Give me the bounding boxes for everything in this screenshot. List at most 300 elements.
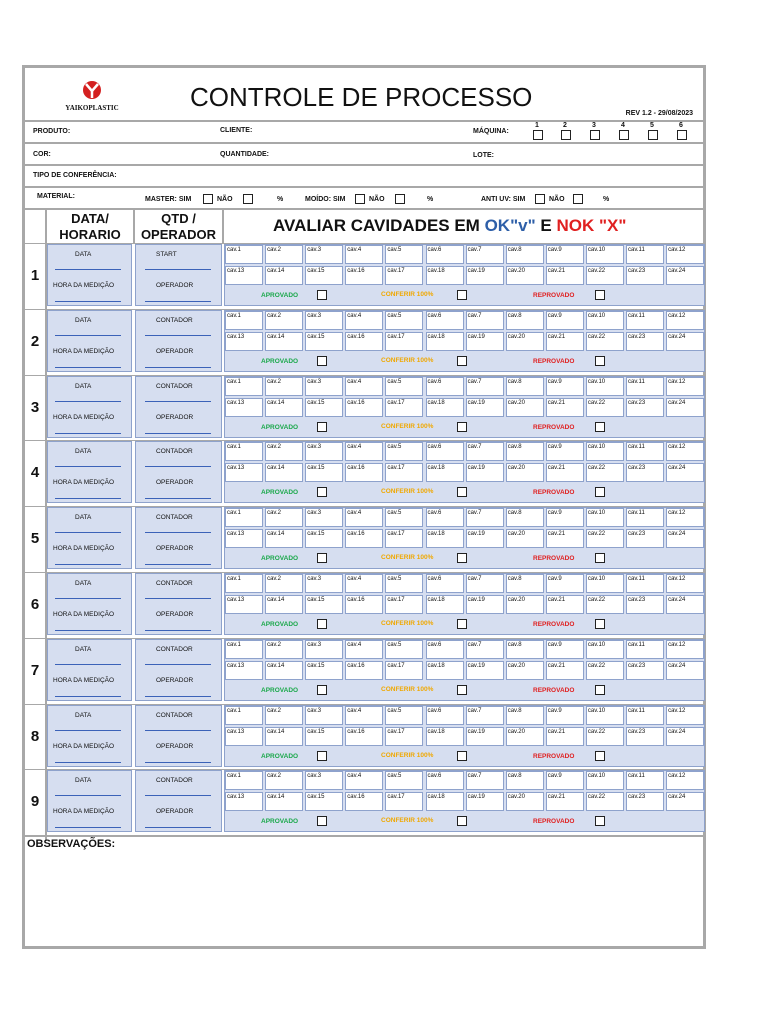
cavity-cell[interactable]: cav.3 bbox=[305, 311, 343, 330]
cavity-cell[interactable]: cav.19 bbox=[466, 332, 504, 351]
cavity-cell[interactable]: cav.8 bbox=[506, 442, 544, 461]
qtd-input-line[interactable] bbox=[145, 664, 211, 665]
hora-input-line[interactable] bbox=[55, 498, 121, 499]
cavity-cell[interactable]: cav.7 bbox=[466, 706, 504, 725]
reprovado-checkbox[interactable] bbox=[595, 685, 605, 695]
cavity-cell[interactable]: cav.20 bbox=[506, 529, 544, 548]
cavity-cell[interactable]: cav.13 bbox=[225, 398, 263, 417]
aprovado-checkbox[interactable] bbox=[317, 619, 327, 629]
antiuv-nao-checkbox[interactable] bbox=[573, 194, 583, 204]
cavity-cell[interactable]: cav.14 bbox=[265, 727, 303, 746]
cavity-cell[interactable]: cav.7 bbox=[466, 640, 504, 659]
cavity-cell[interactable]: cav.16 bbox=[345, 727, 383, 746]
cavity-cell[interactable]: cav.17 bbox=[385, 661, 423, 680]
cavity-cell[interactable]: cav.23 bbox=[626, 661, 664, 680]
cavity-cell[interactable]: cav.8 bbox=[506, 311, 544, 330]
cavity-cell[interactable]: cav.14 bbox=[265, 266, 303, 285]
cavity-cell[interactable]: cav.15 bbox=[305, 332, 343, 351]
operador-input-line[interactable] bbox=[145, 762, 211, 763]
machine-1-checkbox[interactable] bbox=[533, 130, 543, 140]
conferir-checkbox[interactable] bbox=[457, 685, 467, 695]
operador-label: OPERADOR bbox=[156, 677, 194, 684]
cavity-cell[interactable]: cav.12 bbox=[666, 245, 704, 264]
operador-input-line[interactable] bbox=[145, 367, 211, 368]
cavity-cell[interactable]: cav.22 bbox=[586, 463, 624, 482]
cavity-cell[interactable]: cav.18 bbox=[426, 661, 464, 680]
cavity-cell[interactable]: cav.11 bbox=[626, 771, 664, 790]
cavity-cell[interactable]: cav.18 bbox=[426, 529, 464, 548]
cavity-cell[interactable]: cav.21 bbox=[546, 463, 584, 482]
cavity-cell[interactable]: cav.5 bbox=[385, 771, 423, 790]
cavity-cell[interactable]: cav.18 bbox=[426, 463, 464, 482]
cavity-cell[interactable]: cav.22 bbox=[586, 266, 624, 285]
cavity-cell[interactable]: cav.15 bbox=[305, 266, 343, 285]
cavity-cell[interactable]: cav.21 bbox=[546, 332, 584, 351]
cavity-cell[interactable]: cav.21 bbox=[546, 792, 584, 811]
cavity-cell[interactable]: cav.6 bbox=[426, 640, 464, 659]
cavity-cell[interactable]: cav.24 bbox=[666, 266, 704, 285]
cavity-cell[interactable]: cav.13 bbox=[225, 529, 263, 548]
cavity-cell[interactable]: cav.17 bbox=[385, 266, 423, 285]
cor-label: COR: bbox=[33, 151, 51, 158]
cavity-cell[interactable]: cav.2 bbox=[265, 311, 303, 330]
cavity-cell[interactable]: cav.11 bbox=[626, 245, 664, 264]
cavity-cell[interactable]: cav.15 bbox=[305, 463, 343, 482]
cavity-cell[interactable]: cav.3 bbox=[305, 508, 343, 527]
cavity-cell[interactable]: cav.1 bbox=[225, 442, 263, 461]
cavity-cell[interactable]: cav.18 bbox=[426, 595, 464, 614]
cavity-cell[interactable]: cav.7 bbox=[466, 508, 504, 527]
cavity-cell[interactable]: cav.14 bbox=[265, 595, 303, 614]
cavity-cell[interactable]: cav.19 bbox=[466, 529, 504, 548]
cavity-cell[interactable]: cav.2 bbox=[265, 574, 303, 593]
cavity-cell[interactable]: cav.11 bbox=[626, 640, 664, 659]
cavity-cell[interactable]: cav.18 bbox=[426, 398, 464, 417]
cavity-cell[interactable]: cav.17 bbox=[385, 529, 423, 548]
reprovado-checkbox[interactable] bbox=[595, 619, 605, 629]
conferir-label: CONFERIR 100% bbox=[381, 620, 434, 627]
master-nao-checkbox[interactable] bbox=[243, 194, 253, 204]
hora-input-line[interactable] bbox=[55, 827, 121, 828]
data-input-line[interactable] bbox=[55, 532, 121, 533]
qtd-input-line[interactable] bbox=[145, 335, 211, 336]
cavity-cell[interactable]: cav.6 bbox=[426, 245, 464, 264]
cavity-cell[interactable]: cav.15 bbox=[305, 595, 343, 614]
cavity-cell[interactable]: cav.2 bbox=[265, 442, 303, 461]
cavity-cell[interactable]: cav.23 bbox=[626, 463, 664, 482]
cavity-cell[interactable]: cav.1 bbox=[225, 706, 263, 725]
operador-input-line[interactable] bbox=[145, 827, 211, 828]
cavity-cell[interactable]: cav.8 bbox=[506, 771, 544, 790]
conferir-checkbox[interactable] bbox=[457, 290, 467, 300]
cavity-cell[interactable]: cav.1 bbox=[225, 311, 263, 330]
cavity-cell[interactable]: cav.12 bbox=[666, 311, 704, 330]
reprovado-label: REPROVADO bbox=[533, 687, 575, 694]
cavity-cell[interactable]: cav.9 bbox=[546, 377, 584, 396]
cliente-label: CLIENTE: bbox=[220, 127, 253, 134]
cavity-cell[interactable]: cav.7 bbox=[466, 245, 504, 264]
cavity-cell[interactable]: cav.24 bbox=[666, 332, 704, 351]
cavity-cell[interactable]: cav.14 bbox=[265, 463, 303, 482]
cavity-cell[interactable]: cav.6 bbox=[426, 311, 464, 330]
row-number: 7 bbox=[30, 662, 40, 679]
cavity-cell[interactable]: cav.17 bbox=[385, 792, 423, 811]
cavity-cell[interactable]: cav.3 bbox=[305, 377, 343, 396]
aprovado-checkbox[interactable] bbox=[317, 356, 327, 366]
cavity-cell[interactable]: cav.10 bbox=[586, 245, 624, 264]
cavity-cell[interactable]: cav.10 bbox=[586, 311, 624, 330]
cavity-cell[interactable]: cav.9 bbox=[546, 311, 584, 330]
cavity-cell[interactable]: cav.16 bbox=[345, 463, 383, 482]
cavity-cell[interactable]: cav.22 bbox=[586, 727, 624, 746]
conferir-checkbox[interactable] bbox=[457, 553, 467, 563]
reprovado-checkbox[interactable] bbox=[595, 816, 605, 826]
cavity-cell[interactable]: cav.23 bbox=[626, 727, 664, 746]
cavity-cell[interactable]: cav.22 bbox=[586, 529, 624, 548]
cavity-cell[interactable]: cav.16 bbox=[345, 529, 383, 548]
operador-input-line[interactable] bbox=[145, 696, 211, 697]
cavity-cell[interactable]: cav.11 bbox=[626, 706, 664, 725]
aprovado-checkbox[interactable] bbox=[317, 553, 327, 563]
cavity-cell[interactable]: cav.23 bbox=[626, 792, 664, 811]
cavity-cell[interactable]: cav.6 bbox=[426, 771, 464, 790]
cavity-cell[interactable]: cav.23 bbox=[626, 595, 664, 614]
cavity-cell[interactable]: cav.19 bbox=[466, 792, 504, 811]
cavity-cell[interactable]: cav.6 bbox=[426, 377, 464, 396]
cavity-cell[interactable]: cav.9 bbox=[546, 706, 584, 725]
reprovado-checkbox[interactable] bbox=[595, 487, 605, 497]
data-input-line[interactable] bbox=[55, 664, 121, 665]
cavity-cell[interactable]: cav.21 bbox=[546, 661, 584, 680]
cavity-cell[interactable]: cav.2 bbox=[265, 245, 303, 264]
cavity-cell[interactable]: cav.1 bbox=[225, 377, 263, 396]
cavity-cell[interactable]: cav.23 bbox=[626, 332, 664, 351]
cavity-cell[interactable]: cav.2 bbox=[265, 706, 303, 725]
cavity-cell[interactable]: cav.18 bbox=[426, 332, 464, 351]
cavity-cell[interactable]: cav.22 bbox=[586, 792, 624, 811]
cavity-cell[interactable]: cav.9 bbox=[546, 508, 584, 527]
cavity-cell[interactable]: cav.1 bbox=[225, 771, 263, 790]
cavity-cell[interactable]: cav.9 bbox=[546, 771, 584, 790]
cavity-cell[interactable]: cav.24 bbox=[666, 463, 704, 482]
hora-medicao-label: HORA DA MEDIÇÃO bbox=[53, 611, 115, 618]
cavity-cell[interactable]: cav.3 bbox=[305, 640, 343, 659]
cavity-cell[interactable]: cav.22 bbox=[586, 398, 624, 417]
machine-5-checkbox[interactable] bbox=[648, 130, 658, 140]
qtd-input-line[interactable] bbox=[145, 401, 211, 402]
cavity-cell[interactable]: cav.2 bbox=[265, 377, 303, 396]
cavity-cell[interactable]: cav.12 bbox=[666, 706, 704, 725]
reprovado-checkbox[interactable] bbox=[595, 553, 605, 563]
data-input-line[interactable] bbox=[55, 401, 121, 402]
qtd-input-line[interactable] bbox=[145, 795, 211, 796]
cavity-cell[interactable]: cav.13 bbox=[225, 595, 263, 614]
data-input-line[interactable] bbox=[55, 730, 121, 731]
qtd-input-line[interactable] bbox=[145, 598, 211, 599]
cavity-cell[interactable]: cav.17 bbox=[385, 398, 423, 417]
cavity-cell[interactable]: cav.23 bbox=[626, 529, 664, 548]
cavity-cell[interactable]: cav.7 bbox=[466, 442, 504, 461]
cavity-cell[interactable]: cav.2 bbox=[265, 508, 303, 527]
qtd-input-line[interactable] bbox=[145, 730, 211, 731]
cavity-cell[interactable]: cav.24 bbox=[666, 661, 704, 680]
cavity-cell[interactable]: cav.14 bbox=[265, 529, 303, 548]
cavity-cell[interactable]: cav.17 bbox=[385, 727, 423, 746]
cavity-cell[interactable]: cav.5 bbox=[385, 377, 423, 396]
cavity-cell[interactable]: cav.10 bbox=[586, 640, 624, 659]
operador-input-line[interactable] bbox=[145, 564, 211, 565]
data-input-line[interactable] bbox=[55, 466, 121, 467]
machine-4-checkbox[interactable] bbox=[619, 130, 629, 140]
hora-input-line[interactable] bbox=[55, 433, 121, 434]
hora-input-line[interactable] bbox=[55, 301, 121, 302]
cavity-cell[interactable]: cav.20 bbox=[506, 463, 544, 482]
cavity-cell[interactable]: cav.11 bbox=[626, 311, 664, 330]
cavity-cell[interactable]: cav.4 bbox=[345, 245, 383, 264]
cavity-cell[interactable]: cav.24 bbox=[666, 727, 704, 746]
cavity-cell[interactable]: cav.11 bbox=[626, 574, 664, 593]
hora-input-line[interactable] bbox=[55, 762, 121, 763]
cavity-cell[interactable]: cav.3 bbox=[305, 706, 343, 725]
hora-input-line[interactable] bbox=[55, 564, 121, 565]
cavity-cell[interactable]: cav.12 bbox=[666, 442, 704, 461]
cavity-cell[interactable]: cav.20 bbox=[506, 398, 544, 417]
hora-input-line[interactable] bbox=[55, 630, 121, 631]
cavity-cell[interactable]: cav.13 bbox=[225, 661, 263, 680]
conferir-checkbox[interactable] bbox=[457, 619, 467, 629]
cavity-cell[interactable]: cav.14 bbox=[265, 398, 303, 417]
cavity-cell[interactable]: cav.23 bbox=[626, 398, 664, 417]
cavity-cell[interactable]: cav.24 bbox=[666, 792, 704, 811]
cavity-cell[interactable]: cav.5 bbox=[385, 640, 423, 659]
data-input-line[interactable] bbox=[55, 269, 121, 270]
aprovado-checkbox[interactable] bbox=[317, 290, 327, 300]
cavity-cell[interactable]: cav.2 bbox=[265, 771, 303, 790]
cavity-cell[interactable]: cav.10 bbox=[586, 508, 624, 527]
cavity-cell[interactable]: cav.1 bbox=[225, 574, 263, 593]
machine-3-checkbox[interactable] bbox=[590, 130, 600, 140]
reprovado-checkbox[interactable] bbox=[595, 290, 605, 300]
reprovado-checkbox[interactable] bbox=[595, 751, 605, 761]
cavity-cell[interactable]: cav.11 bbox=[626, 508, 664, 527]
cavity-cell[interactable]: cav.20 bbox=[506, 595, 544, 614]
cavity-cell[interactable]: cav.13 bbox=[225, 792, 263, 811]
cavity-cell[interactable]: cav.2 bbox=[265, 640, 303, 659]
operador-input-line[interactable] bbox=[145, 498, 211, 499]
cavity-cell[interactable]: cav.15 bbox=[305, 792, 343, 811]
cavity-cell[interactable]: cav.10 bbox=[586, 706, 624, 725]
cavity-cell[interactable]: cav.8 bbox=[506, 245, 544, 264]
aprovado-checkbox[interactable] bbox=[317, 487, 327, 497]
cavity-cell[interactable]: cav.23 bbox=[626, 266, 664, 285]
cavity-cell[interactable]: cav.8 bbox=[506, 706, 544, 725]
cavity-cell[interactable]: cav.12 bbox=[666, 508, 704, 527]
cavity-cell[interactable]: cav.5 bbox=[385, 442, 423, 461]
data-label: DATA bbox=[75, 580, 92, 587]
aprovado-checkbox[interactable] bbox=[317, 422, 327, 432]
cavity-cell[interactable]: cav.5 bbox=[385, 245, 423, 264]
cavity-cell[interactable]: cav.16 bbox=[345, 332, 383, 351]
master-sim-checkbox[interactable] bbox=[203, 194, 213, 204]
aprovado-checkbox[interactable] bbox=[317, 751, 327, 761]
cavity-cell[interactable]: cav.15 bbox=[305, 398, 343, 417]
cavity-cell[interactable]: cav.4 bbox=[345, 377, 383, 396]
revision-label: REV 1.2 - 29/08/2023 bbox=[625, 110, 693, 117]
antiuv-sim-checkbox[interactable] bbox=[535, 194, 545, 204]
cavity-cell[interactable]: cav.7 bbox=[466, 377, 504, 396]
operador-input-line[interactable] bbox=[145, 301, 211, 302]
cavity-cell[interactable]: cav.18 bbox=[426, 727, 464, 746]
cavity-cell[interactable]: cav.3 bbox=[305, 771, 343, 790]
cavity-cell[interactable]: cav.4 bbox=[345, 311, 383, 330]
cavity-cell[interactable]: cav.4 bbox=[345, 508, 383, 527]
cavity-cell[interactable]: cav.20 bbox=[506, 332, 544, 351]
cavity-cell[interactable]: cav.12 bbox=[666, 640, 704, 659]
conferir-checkbox[interactable] bbox=[457, 751, 467, 761]
cavity-cell[interactable]: cav.21 bbox=[546, 595, 584, 614]
operador-input-line[interactable] bbox=[145, 630, 211, 631]
cavity-cell[interactable]: cav.21 bbox=[546, 398, 584, 417]
cavity-cell[interactable]: cav.12 bbox=[666, 377, 704, 396]
aprovado-checkbox[interactable] bbox=[317, 816, 327, 826]
cavity-cell[interactable]: cav.6 bbox=[426, 508, 464, 527]
cavity-cell[interactable]: cav.19 bbox=[466, 266, 504, 285]
cavity-cell[interactable]: cav.14 bbox=[265, 332, 303, 351]
data-input-line[interactable] bbox=[55, 335, 121, 336]
cavity-cell[interactable]: cav.24 bbox=[666, 595, 704, 614]
cavity-cell[interactable]: cav.1 bbox=[225, 245, 263, 264]
conferir-checkbox[interactable] bbox=[457, 487, 467, 497]
cavity-cell[interactable]: cav.9 bbox=[546, 442, 584, 461]
cavity-cell[interactable]: cav.3 bbox=[305, 574, 343, 593]
cavity-cell[interactable]: cav.8 bbox=[506, 508, 544, 527]
cavity-cell[interactable]: cav.16 bbox=[345, 792, 383, 811]
cavity-cell[interactable]: cav.7 bbox=[466, 311, 504, 330]
conferir-checkbox[interactable] bbox=[457, 356, 467, 366]
cavity-cell[interactable]: cav.15 bbox=[305, 661, 343, 680]
cavity-cell[interactable]: cav.22 bbox=[586, 332, 624, 351]
cavity-cell[interactable]: cav.3 bbox=[305, 245, 343, 264]
cavity-cell[interactable]: cav.6 bbox=[426, 442, 464, 461]
reprovado-checkbox[interactable] bbox=[595, 356, 605, 366]
cavity-cell[interactable]: cav.10 bbox=[586, 377, 624, 396]
cavity-cell[interactable]: cav.24 bbox=[666, 398, 704, 417]
cavity-cell[interactable]: cav.10 bbox=[586, 574, 624, 593]
cavity-cell[interactable]: cav.18 bbox=[426, 266, 464, 285]
cavity-cell[interactable]: cav.5 bbox=[385, 311, 423, 330]
data-input-line[interactable] bbox=[55, 795, 121, 796]
hora-input-line[interactable] bbox=[55, 696, 121, 697]
cavity-cell[interactable]: cav.10 bbox=[586, 442, 624, 461]
cavity-cell[interactable]: cav.21 bbox=[546, 529, 584, 548]
cavity-cell[interactable]: cav.20 bbox=[506, 792, 544, 811]
cavity-cell[interactable]: cav.20 bbox=[506, 661, 544, 680]
hora-input-line[interactable] bbox=[55, 367, 121, 368]
cavity-cell[interactable]: cav.12 bbox=[666, 574, 704, 593]
cavity-cell[interactable]: cav.11 bbox=[626, 377, 664, 396]
cavity-cell[interactable]: cav.16 bbox=[345, 266, 383, 285]
cavity-cell[interactable]: cav.12 bbox=[666, 771, 704, 790]
operador-input-line[interactable] bbox=[145, 433, 211, 434]
cavity-cell[interactable]: cav.21 bbox=[546, 266, 584, 285]
cavity-cell[interactable]: cav.22 bbox=[586, 661, 624, 680]
cavity-cell[interactable]: cav.19 bbox=[466, 661, 504, 680]
cavity-cell[interactable]: cav.22 bbox=[586, 595, 624, 614]
cavity-cell[interactable]: cav.8 bbox=[506, 574, 544, 593]
cavity-cell[interactable]: cav.13 bbox=[225, 463, 263, 482]
cavity-cell[interactable]: cav.9 bbox=[546, 574, 584, 593]
cavity-cell[interactable]: cav.16 bbox=[345, 398, 383, 417]
cavity-cell[interactable]: cav.17 bbox=[385, 332, 423, 351]
cavity-cell[interactable]: cav.3 bbox=[305, 442, 343, 461]
cavity-cell[interactable]: cav.10 bbox=[586, 771, 624, 790]
qtd-input-line[interactable] bbox=[145, 532, 211, 533]
cavity-cell[interactable]: cav.19 bbox=[466, 595, 504, 614]
cavity-cell[interactable]: cav.18 bbox=[426, 792, 464, 811]
cavity-cell[interactable]: cav.5 bbox=[385, 508, 423, 527]
aprovado-checkbox[interactable] bbox=[317, 685, 327, 695]
cavity-cell[interactable]: cav.16 bbox=[345, 595, 383, 614]
cavity-cell[interactable]: cav.24 bbox=[666, 529, 704, 548]
cavity-cell[interactable]: cav.17 bbox=[385, 595, 423, 614]
cavity-cell[interactable]: cav.17 bbox=[385, 463, 423, 482]
moido-sim-checkbox[interactable] bbox=[355, 194, 365, 204]
cavity-cell[interactable]: cav.1 bbox=[225, 640, 263, 659]
cavity-cell[interactable]: cav.7 bbox=[466, 574, 504, 593]
cavity-cell[interactable]: cav.4 bbox=[345, 771, 383, 790]
conferir-checkbox[interactable] bbox=[457, 422, 467, 432]
cavity-cell[interactable]: cav.13 bbox=[225, 727, 263, 746]
cavity-cell[interactable]: cav.15 bbox=[305, 529, 343, 548]
cavity-cell[interactable]: cav.7 bbox=[466, 771, 504, 790]
qtd-input-line[interactable] bbox=[145, 269, 211, 270]
cavity-cell[interactable]: cav.11 bbox=[626, 442, 664, 461]
data-input-line[interactable] bbox=[55, 598, 121, 599]
moido-nao-checkbox[interactable] bbox=[395, 194, 405, 204]
reprovado-checkbox[interactable] bbox=[595, 422, 605, 432]
qtd-input-line[interactable] bbox=[145, 466, 211, 467]
cavity-cell[interactable]: cav.4 bbox=[345, 574, 383, 593]
cavity-cell[interactable]: cav.16 bbox=[345, 661, 383, 680]
machine-2-checkbox[interactable] bbox=[561, 130, 571, 140]
cavity-cell[interactable]: cav.4 bbox=[345, 706, 383, 725]
cavity-cell[interactable]: cav.14 bbox=[265, 792, 303, 811]
cavity-cell[interactable]: cav.20 bbox=[506, 266, 544, 285]
cavity-cell[interactable]: cav.5 bbox=[385, 706, 423, 725]
cavity-cell[interactable]: cav.15 bbox=[305, 727, 343, 746]
conferir-checkbox[interactable] bbox=[457, 816, 467, 826]
cavity-cell[interactable]: cav.19 bbox=[466, 727, 504, 746]
cavity-cell[interactable]: cav.20 bbox=[506, 727, 544, 746]
machine-6-checkbox[interactable] bbox=[677, 130, 687, 140]
cavity-cell[interactable]: cav.19 bbox=[466, 398, 504, 417]
cavity-cell[interactable]: cav.19 bbox=[466, 463, 504, 482]
cavity-cell[interactable]: cav.5 bbox=[385, 574, 423, 593]
cavity-cell[interactable]: cav.13 bbox=[225, 266, 263, 285]
cavity-cell[interactable]: cav.4 bbox=[345, 640, 383, 659]
cavity-cell[interactable]: cav.21 bbox=[546, 727, 584, 746]
cavity-cell[interactable]: cav.8 bbox=[506, 377, 544, 396]
cavity-cell[interactable]: cav.8 bbox=[506, 640, 544, 659]
cavity-cell[interactable]: cav.9 bbox=[546, 640, 584, 659]
cavity-cell[interactable]: cav.6 bbox=[426, 574, 464, 593]
cavity-cell[interactable]: cav.13 bbox=[225, 332, 263, 351]
cavity-cell[interactable]: cav.6 bbox=[426, 706, 464, 725]
cavity-cell[interactable]: cav.14 bbox=[265, 661, 303, 680]
cavity-cell[interactable]: cav.9 bbox=[546, 245, 584, 264]
cavity-cell[interactable]: cav.1 bbox=[225, 508, 263, 527]
cavity-cell[interactable]: cav.4 bbox=[345, 442, 383, 461]
